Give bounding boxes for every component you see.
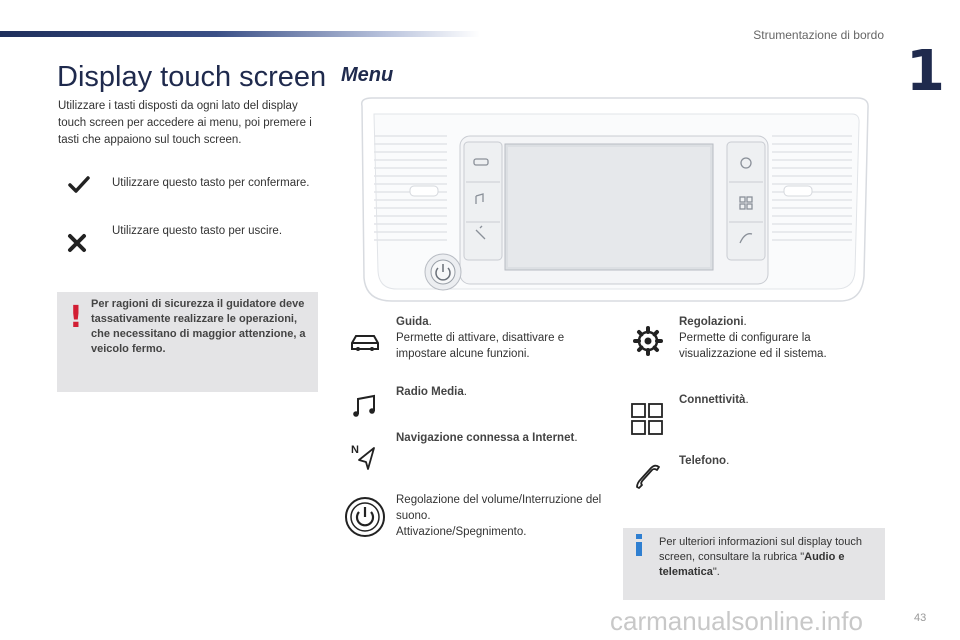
nav-title: Navigazione connessa a Internet [396,432,575,444]
warning-box [57,292,318,392]
close-icon [67,233,87,253]
regolazioni-title: Regolazioni [679,316,744,328]
phone-icon [634,462,662,490]
menu-item-connettivita: Connettività. [679,394,749,406]
page-title: Display touch screen [57,61,327,93]
power-desc: Attivazione/Spegnimento. [396,526,527,538]
info-text-bold: Audio e telematica [659,551,845,578]
guida-desc: Permette di attivare, disattivare e impostare alcune funzioni. [396,332,565,360]
confirm-text: Utilizzare questo tasto per confermare. [112,177,310,189]
dashboard-illustration [352,96,874,306]
volume-desc: Regolazione del volume/Interruzione del suono. [396,494,602,522]
header-bar [0,31,480,37]
car-icon [349,331,381,353]
menu-item-navigation: Navigazione connessa a Internet. [396,432,578,444]
exit-text: Utilizzare questo tasto per uscire. [112,225,283,237]
info-text-post: ". [712,566,720,578]
gear-icon [633,326,663,356]
check-icon [68,176,90,194]
navigation-icon [349,442,379,472]
connettivita-title: Connettività [679,394,746,406]
info-text [659,535,881,580]
apps-grid-icon [631,403,663,435]
page-number: 43 [914,612,927,624]
info-box [623,528,885,600]
info-text-pre: Per ulteriori informazioni sul display touch screen, consultare la rubrica " [659,536,862,563]
warning-text: Per ragioni di sicurezza il guidatore deve tassativamente realizzare le operazioni, che necessitano di maggior attenzione, a veicolo fermo. [91,298,306,355]
info-icon [635,534,643,556]
menu-heading: Menu [341,64,394,86]
power-icon [344,496,386,538]
menu-item-regolazioni: Regolazioni. Permette di configurare la visualizzazione ed il sistema. [679,316,827,360]
menu-item-volume [396,492,606,540]
svg-text:N: N [351,444,359,456]
watermark: carmanualsonline.info [610,606,863,636]
music-note-icon [352,394,378,418]
guida-title: Guida [396,316,429,328]
warning-icon: ! [69,300,83,335]
telefono-title: Telefono [679,455,727,467]
regolazioni-desc: Permette di configurare la visualizzazione ed il sistema. [679,332,827,360]
menu-item-radio: Radio Media. [396,386,467,398]
chapter-number: 1 [906,39,945,104]
radio-title: Radio Media [396,386,464,398]
intro-paragraph: Utilizzare i tasti disposti da ogni lato del display touch screen per accedere ai menu, poi premere i tasti che appaiono sul touch screen. [58,100,312,146]
menu-item-telefono: Telefono. [679,455,730,467]
menu-item-guida: Guida. Permette di attivare, disattivare e impostare alcune funzioni. [396,316,565,360]
section-title: Strumentazione di bordo [753,28,884,42]
